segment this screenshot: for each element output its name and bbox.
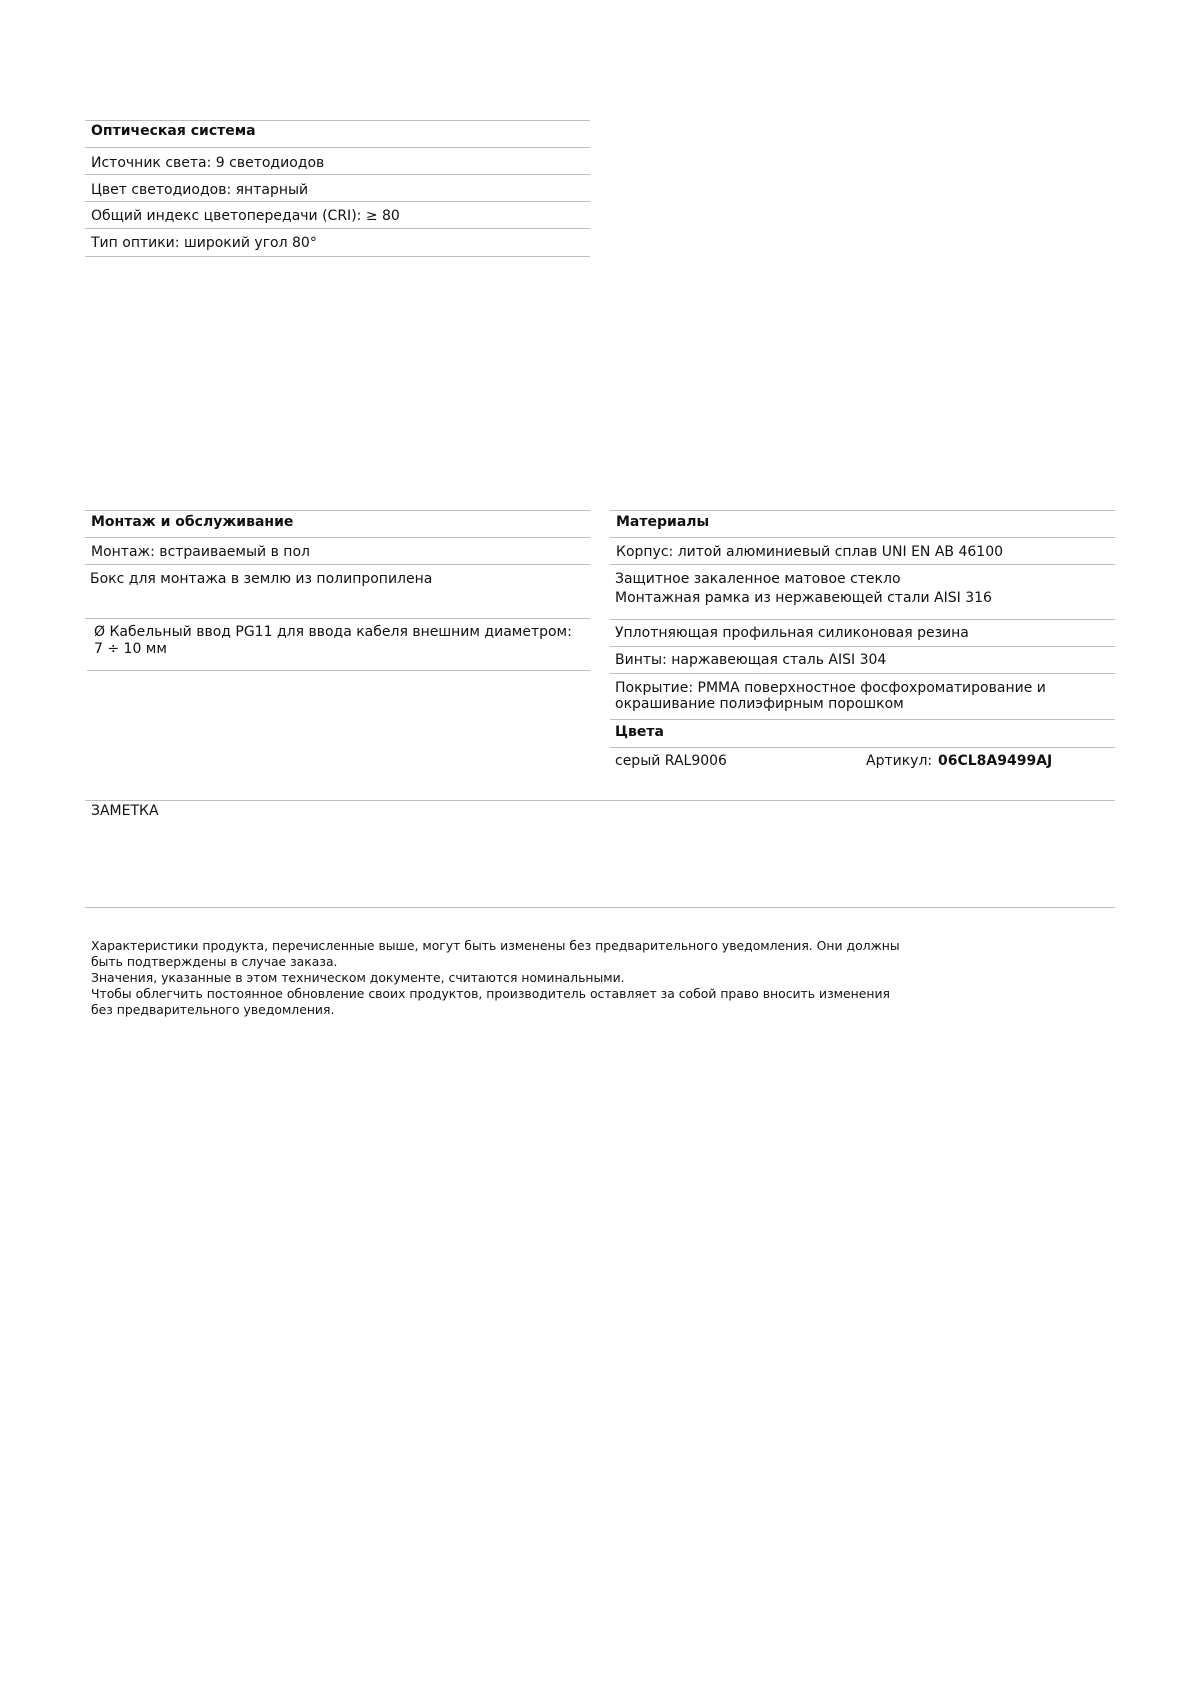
mounting-top-rule bbox=[85, 510, 590, 511]
optics-divider bbox=[85, 201, 590, 202]
optics-row-light-source: Источник света: 9 светодиодов bbox=[91, 155, 325, 171]
note-label: ЗАМЕТКА bbox=[91, 803, 159, 819]
mounting-row-cable-line2: 7 ÷ 10 мм bbox=[94, 641, 167, 657]
disclaimer-line: Характеристики продукта, перечисленные выше, могут быть изменены без предварительного уведомления. Они должны bbox=[91, 938, 900, 953]
materials-row-glass: Защитное закаленное матовое стекло bbox=[615, 571, 901, 587]
materials-heading: Материалы bbox=[616, 514, 710, 530]
article-label: Артикул: bbox=[866, 753, 933, 769]
mounting-heading: Монтаж и обслуживание bbox=[91, 514, 294, 530]
materials-divider bbox=[610, 673, 1115, 674]
materials-row-gasket: Уплотняющая профильная силиконовая резина bbox=[615, 625, 969, 641]
optics-divider bbox=[85, 228, 590, 229]
article-code: 06CL8A9499AJ bbox=[938, 753, 1053, 769]
mounting-row-box: Бокс для монтажа в землю из полипропилена bbox=[90, 571, 433, 587]
optics-divider bbox=[85, 174, 590, 175]
disclaimer-line: Значения, указанные в этом техническом документе, считаются номинальными. bbox=[91, 970, 625, 985]
mounting-divider bbox=[85, 537, 590, 538]
materials-row-screws: Винты: наржавеющая сталь AISI 304 bbox=[615, 652, 887, 668]
optics-heading: Оптическая система bbox=[91, 123, 256, 139]
colors-divider bbox=[610, 747, 1115, 748]
optics-divider bbox=[85, 147, 590, 148]
mounting-bottom-rule bbox=[87, 670, 590, 671]
materials-divider bbox=[610, 564, 1115, 565]
mounting-divider bbox=[85, 618, 590, 619]
materials-divider bbox=[610, 646, 1115, 647]
optics-row-led-color: Цвет светодиодов: янтарный bbox=[91, 182, 309, 198]
materials-top-rule bbox=[610, 510, 1115, 511]
optics-row-optic-type: Тип оптики: широкий угол 80° bbox=[91, 235, 317, 251]
mounting-row-cable-line1: Ø Кабельный ввод PG11 для ввода кабеля внешним диаметром: bbox=[94, 624, 572, 640]
colors-heading: Цвета bbox=[615, 724, 664, 740]
disclaimer-line: без предварительного уведомления. bbox=[91, 1002, 335, 1017]
mounting-row-mount: Монтаж: встраиваемый в пол bbox=[91, 544, 310, 560]
materials-row-coating-line1: Покрытие: PMMA поверхностное фосфохроматирование и bbox=[615, 680, 1046, 696]
color-name: серый RAL9006 bbox=[615, 753, 727, 769]
materials-divider bbox=[610, 719, 1115, 720]
disclaimer-line: быть подтверждены в случае заказа. bbox=[91, 954, 338, 969]
materials-divider bbox=[610, 537, 1115, 538]
materials-row-body: Корпус: литой алюминиевый сплав UNI EN AB 46100 bbox=[616, 544, 1004, 560]
optics-row-cri: Общий индекс цветопередачи (CRI): ≥ 80 bbox=[91, 208, 400, 224]
note-top-rule bbox=[85, 800, 1115, 801]
disclaimer-line: Чтобы облегчить постоянное обновление своих продуктов, производитель оставляет за собой право вносить изменения bbox=[91, 986, 890, 1001]
optics-top-rule bbox=[85, 120, 590, 121]
materials-row-coating-line2: окрашивание полиэфирным порошком bbox=[615, 696, 904, 712]
materials-row-frame: Монтажная рамка из нержавеющей стали AISI 316 bbox=[615, 590, 992, 606]
optics-bottom-rule bbox=[85, 256, 590, 257]
materials-divider bbox=[610, 619, 1115, 620]
mounting-divider bbox=[85, 564, 590, 565]
note-bottom-rule bbox=[85, 907, 1115, 908]
